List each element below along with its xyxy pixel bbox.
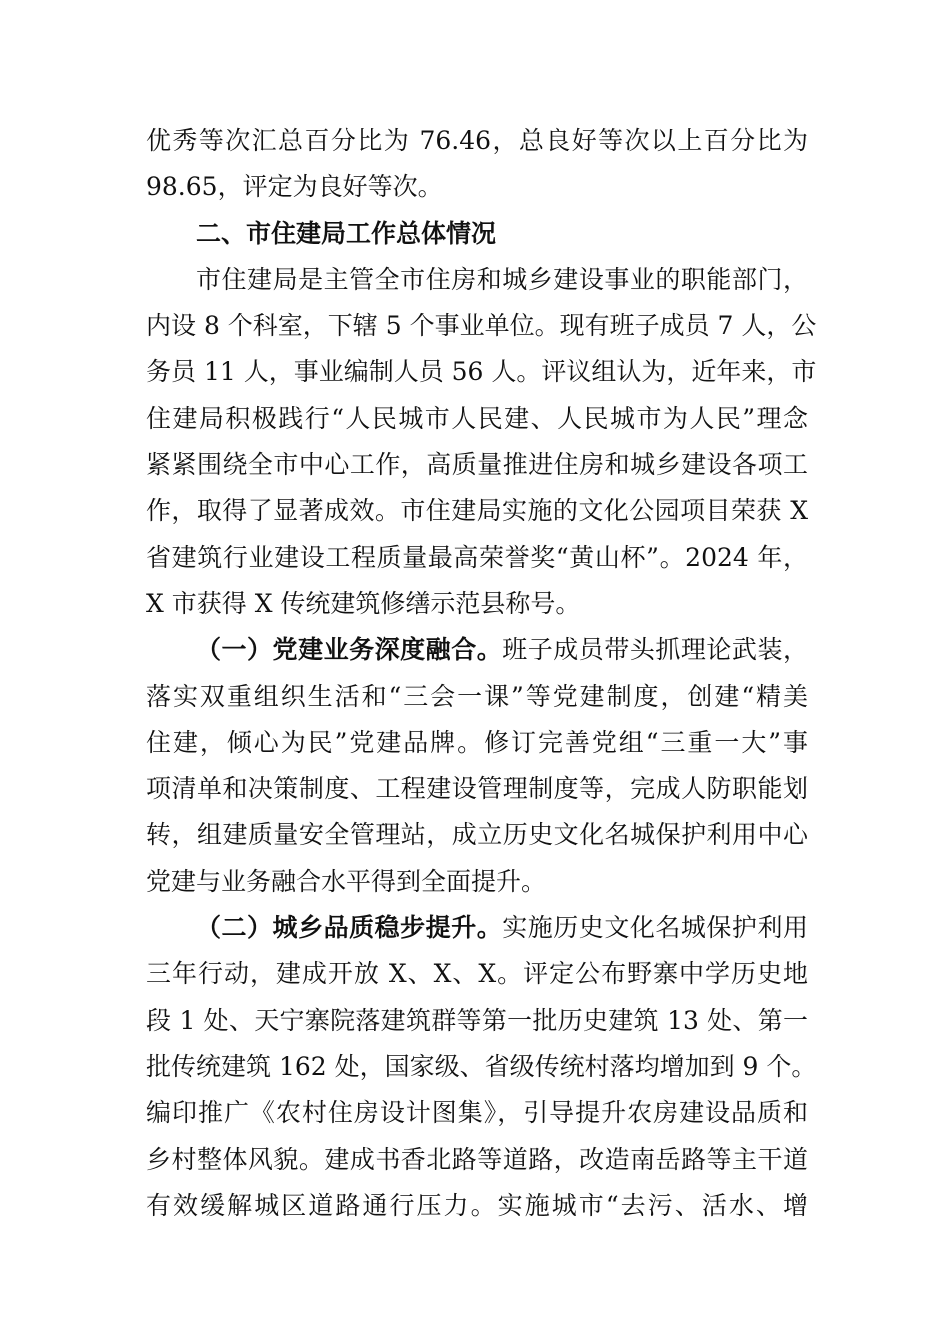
subsection-text: 实施历史文化名城保护利用 xyxy=(502,913,808,943)
paragraph-line: 三年行动，建成开放 X、X、X。评定公布野寨中学历史地 xyxy=(146,959,808,989)
paragraph-line: 务员 11 人，事业编制人员 56 人。评议组认为，近年来，市 xyxy=(146,357,817,387)
paragraph-line: 省建筑行业建设工程质量最高荣誉奖“黄山杯”。2024 年， xyxy=(146,542,808,572)
paragraph-line: 有效缓解城区道路通行压力。实施城市“去污、活水、增 xyxy=(146,1190,808,1220)
paragraph-line: 内设 8 个科室，下辖 5 个事业单位。现有班子成员 7 人，公 xyxy=(146,311,817,341)
document-body xyxy=(146,118,817,1229)
section-heading: 二、市住建局工作总体情况 xyxy=(196,218,497,248)
paragraph-line: 批传统建筑 162 处，国家级、省级传统村落均增加到 9 个。 xyxy=(146,1051,817,1081)
paragraph-line: 紧紧围绕全市中心工作，高质量推进住房和城乡建设各项工 xyxy=(146,450,808,480)
subsection-first-line xyxy=(146,627,808,673)
paragraph-line: 项清单和决策制度、工程建设管理制度等，完成人防职能划 xyxy=(146,774,808,804)
paragraph-line: 住建，倾心为民”党建品牌。修订完善党组“三重一大”事 xyxy=(146,727,808,757)
paragraph-line: 市住建局是主管全市住房和城乡建设事业的职能部门， xyxy=(196,264,808,294)
intro-line: 优秀等次汇总百分比为 76.46，总良好等次以上百分比为 xyxy=(146,126,808,155)
subsection-text: 班子成员带头抓理论武装， xyxy=(502,635,808,665)
paragraph-line: 落实双重组织生活和“三会一课”等党建制度，创建“精美 xyxy=(146,681,808,711)
paragraph-line: 乡村整体风貌。建成书香北路等道路，改造南岳路等主干道 xyxy=(146,1144,808,1174)
subsection-first-line xyxy=(146,905,808,951)
intro-line: 98.65，评定为良好等次。 xyxy=(146,172,443,202)
paragraph-line: 转，组建质量安全管理站，成立历史文化名城保护利用中心 xyxy=(146,820,808,850)
paragraph-line: 作，取得了显著成效。市住建局实施的文化公园项目荣获 X xyxy=(146,496,808,526)
paragraph-line: 住建局积极践行“人民城市人民建、人民城市为人民”理念 xyxy=(146,403,808,433)
paragraph-line: X 市获得 X 传统建筑修缮示范县称号。 xyxy=(146,588,581,618)
paragraph-line: 党建与业务融合水平得到全面提升。 xyxy=(146,866,547,896)
paragraph-line: 编印推广《农村住房设计图集》，引导提升农房建设品质和 xyxy=(146,1098,808,1128)
subsection-heading: （一）党建业务深度融合。 xyxy=(196,635,503,665)
subsection-heading: （二）城乡品质稳步提升。 xyxy=(196,913,503,943)
paragraph-line: 段 1 处、天宁寨院落建筑群等第一批历史建筑 13 处、第一 xyxy=(146,1005,808,1035)
